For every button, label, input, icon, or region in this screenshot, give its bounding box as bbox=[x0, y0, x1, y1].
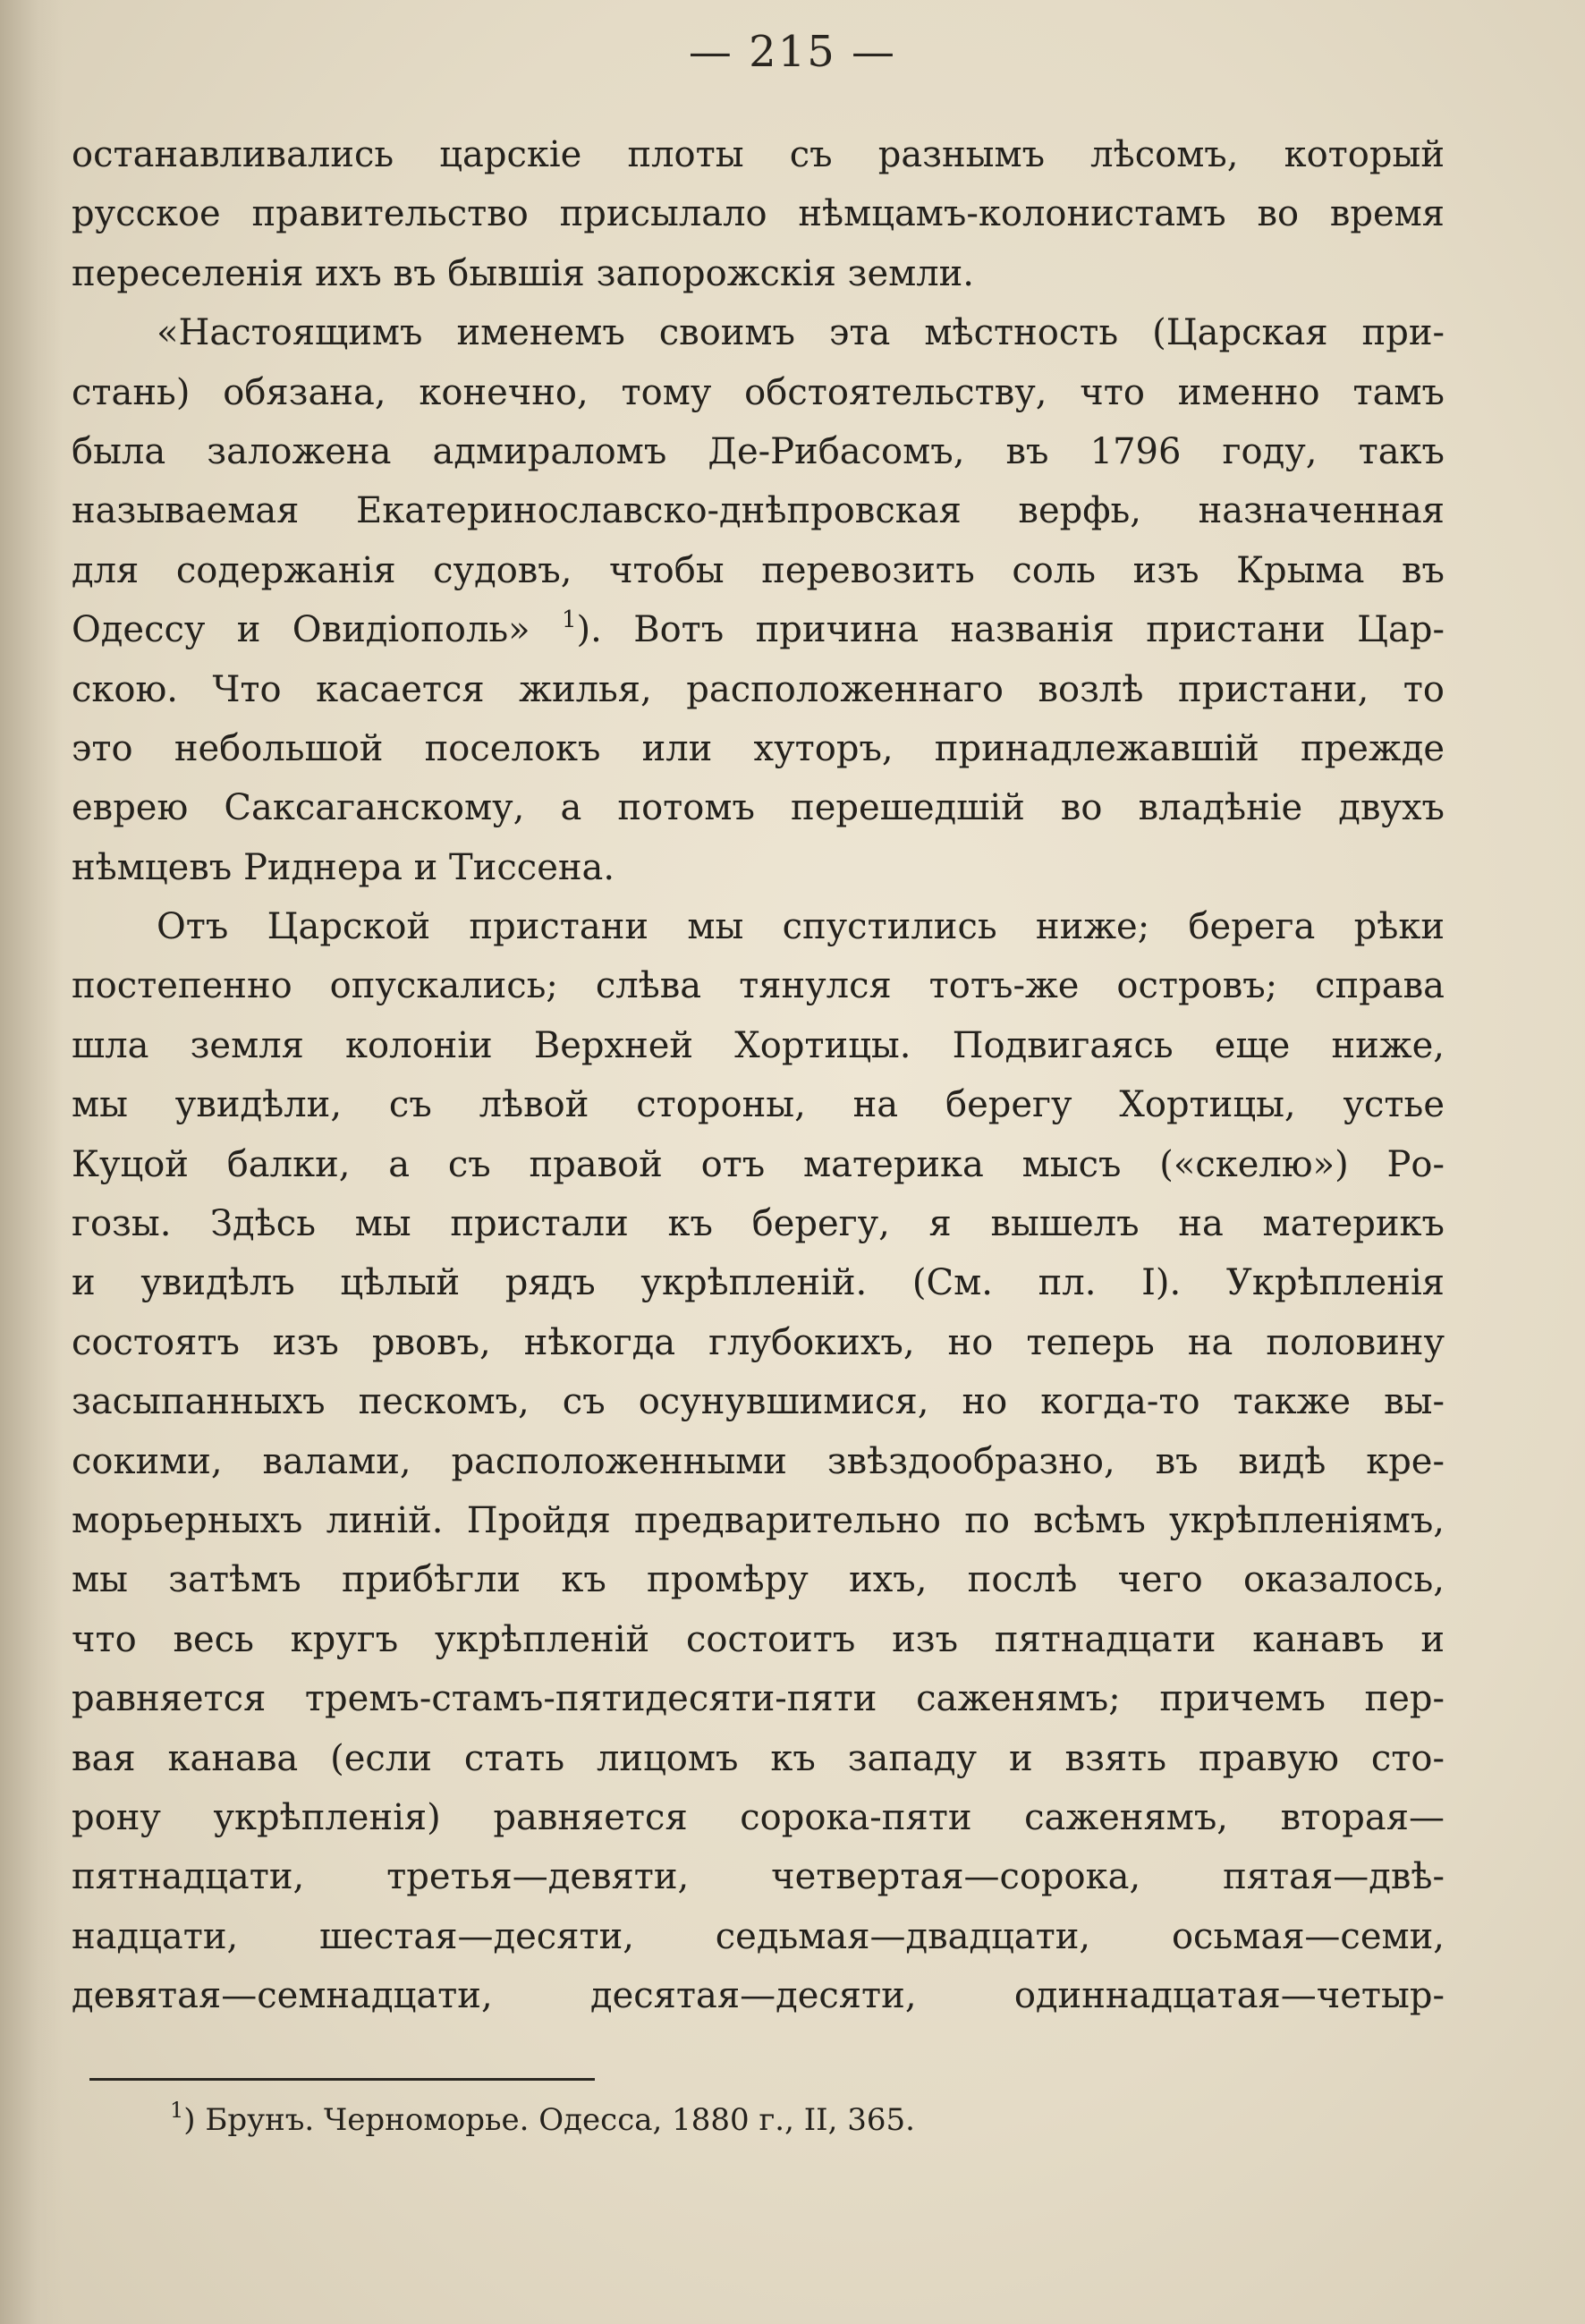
text-line: скою. Что касается жилья, расположеннаго возлѣ пристани, то bbox=[72, 668, 1445, 710]
text-line: мы увидѣли, съ лѣвой стороны, на берегу Хортицы, устье bbox=[72, 1084, 1445, 1126]
text-line-end: ). Вотъ причина названія пристани Цар- bbox=[576, 609, 1445, 651]
body-text bbox=[72, 125, 1445, 2026]
text-line: «Настоящимъ именемъ своимъ эта мѣстность (Царская при- bbox=[157, 312, 1445, 354]
footnote-text: ) Брунъ. Черноморье. Одесса, 1880 г., II, 365. bbox=[183, 2102, 915, 2138]
text-line: нѣмцевъ Риднера и Тиссена. bbox=[72, 846, 615, 888]
text-line: морьерныхъ линій. Пройдя предварительно по всѣмъ укрѣпленіямъ, bbox=[72, 1499, 1445, 1541]
text-line: пятнадцати, третья—девяти, четвертая—сорока, пятая—двѣ- bbox=[72, 1856, 1445, 1898]
text-line: переселенія ихъ въ бывшія запорожскія земли. bbox=[72, 252, 975, 294]
text-line: засыпанныхъ пескомъ, съ осунувшимися, но когда-то также вы- bbox=[72, 1381, 1445, 1423]
text-line: девятая—семнадцати, десятая—десяти, одиннадцатая—четыр- bbox=[72, 1975, 1445, 2017]
footnote-divider bbox=[89, 2078, 595, 2081]
footnote-mark: 1 bbox=[170, 2098, 184, 2123]
text-line: гозы. Здѣсь мы пристали къ берегу, я вышелъ на материкъ bbox=[72, 1203, 1445, 1245]
text-line: сокими, валами, расположенными звѣздообразно, въ видѣ кре- bbox=[72, 1440, 1445, 1482]
text-line: это небольшой поселокъ или хуторъ, принадлежавшій прежде bbox=[72, 727, 1445, 769]
footnote bbox=[170, 2098, 915, 2142]
footnote-reference[interactable]: 1 bbox=[562, 606, 577, 634]
text-line: для содержанія судовъ, чтобы перевозить соль изъ Крыма въ bbox=[72, 549, 1445, 591]
text-line: и увидѣлъ цѣлый рядъ укрѣпленій. (См. пл. I). Укрѣпленія bbox=[72, 1262, 1445, 1304]
text-line: рону укрѣпленія) равняется сорока-пяти саженямъ, вторая— bbox=[72, 1796, 1445, 1838]
text-line: что весь кругъ укрѣпленій состоитъ изъ пятнадцати канавъ и bbox=[72, 1618, 1445, 1660]
text-line: равняется тремъ-стамъ-пятидесяти-пяти саженямъ; причемъ пер- bbox=[72, 1678, 1445, 1720]
text-line: Отъ Царской пристани мы спустились ниже; берега рѣки bbox=[157, 906, 1445, 948]
page-number: — 215 — bbox=[688, 27, 897, 77]
text-line-with-footnote bbox=[72, 600, 1445, 659]
text-line: вая канава (если стать лицомъ къ западу и взять правую сто- bbox=[72, 1737, 1445, 1779]
text-line: еврею Саксаганскому, а потомъ перешедшій во владѣніе двухъ bbox=[72, 787, 1445, 829]
text-line: Куцой балки, а съ правой отъ материка мысъ («скелю») Ро- bbox=[72, 1143, 1445, 1185]
text-line: шла земля колоніи Верхней Хортицы. Подвигаясь еще ниже, bbox=[72, 1024, 1445, 1066]
text-line: надцати, шестая—десяти, седьмая—двадцати, осьмая—семи, bbox=[72, 1915, 1445, 1957]
text-line: называемая Екатеринославско-днѣпровская верфь, назначенная bbox=[72, 490, 1445, 532]
text-line: мы затѣмъ прибѣгли къ промѣру ихъ, послѣ чего оказалось, bbox=[72, 1559, 1445, 1601]
text-line: русское правительство присылало нѣмцамъ-колонистамъ во время bbox=[72, 193, 1445, 235]
page-gutter-shadow bbox=[0, 0, 63, 2324]
text-line: постепенно опускались; слѣва тянулся тотъ-же островъ; справа bbox=[72, 965, 1445, 1007]
text-line-start: Одессу и Овидіополь» bbox=[72, 609, 562, 651]
text-line: стань) обязана, конечно, тому обстоятельству, что именно тамъ bbox=[72, 371, 1445, 413]
text-line: останавливались царскіе плоты съ разнымъ лѣсомъ, который bbox=[72, 134, 1445, 175]
text-line: была заложена адмираломъ Де-Рибасомъ, въ 1796 году, такъ bbox=[72, 430, 1445, 472]
text-line: состоятъ изъ рвовъ, нѣкогда глубокихъ, но теперь на половину bbox=[72, 1321, 1445, 1363]
